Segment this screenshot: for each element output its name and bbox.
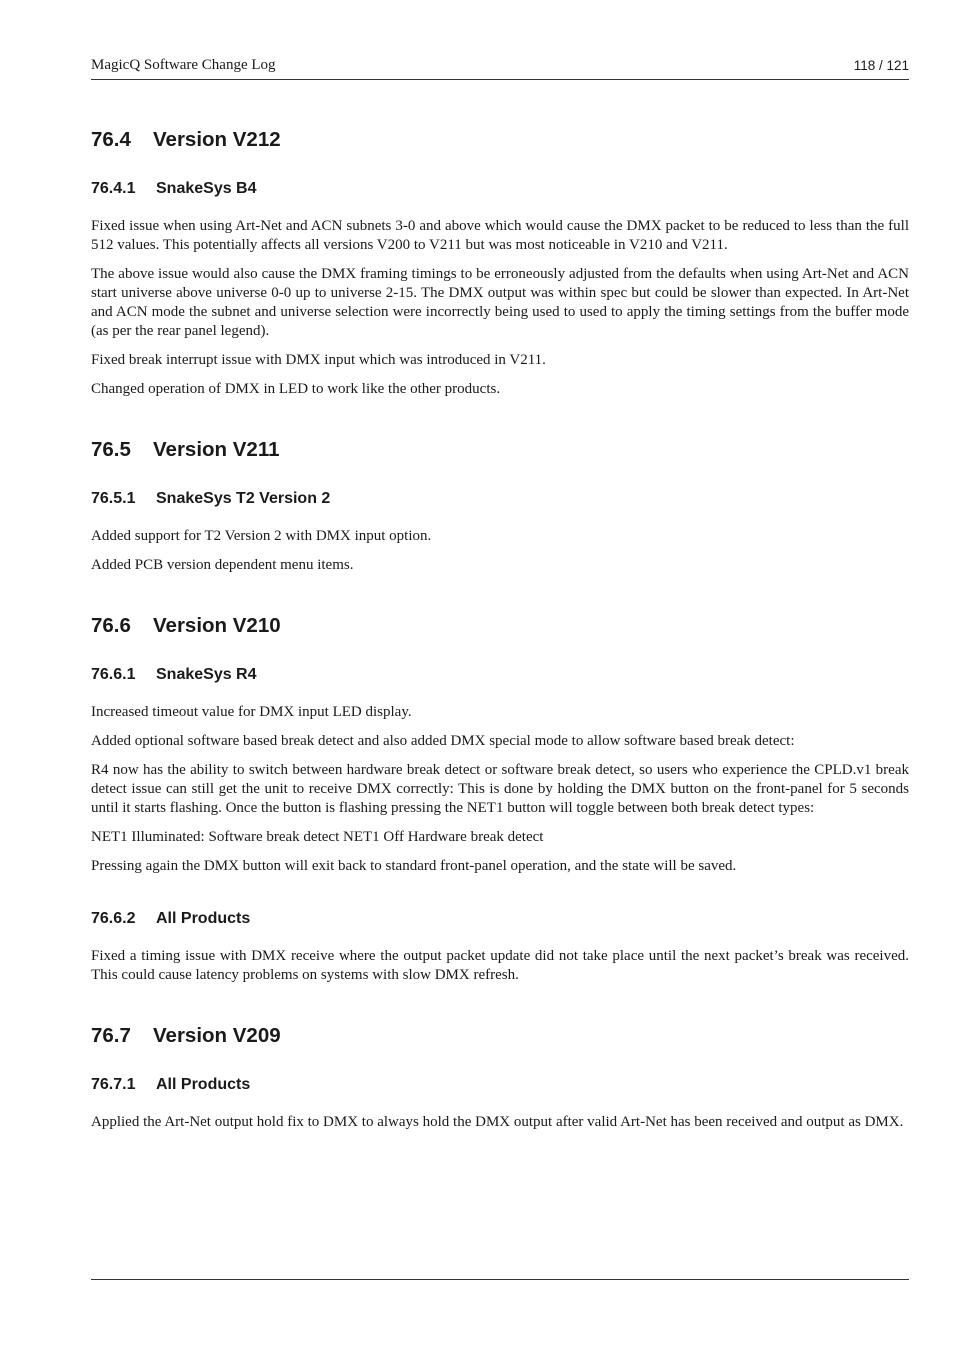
section-heading: 76.6 Version V210 <box>91 614 281 637</box>
paragraph: The above issue would also cause the DMX framing timings to be erroneously adjusted from the defaults when using Art-Net and ACN start universe above universe 0-0 up to universe 2-15. The DMX output was within spec but could be slower than expected. In Art-Net and ACN mode the subnet and universe selection were incorrectly being used to used to apply the timing settings from the buffer mode (as per the rear panel legend). <box>91 266 909 339</box>
header-title: MagicQ Software Change Log <box>91 57 276 73</box>
paragraph: Fixed issue when using Art-Net and ACN subnets 3-0 and above which would cause the DMX packet to be reduced to less than the full 512 values. This potentially affects all versions V200 to V211 but was most noticeable in V210 and V211. <box>91 218 909 253</box>
paragraph: Increased timeout value for DMX input LED display. <box>91 704 412 720</box>
subsection-heading: 76.4.1 SnakeSys B4 <box>91 180 257 197</box>
subsection-heading: 76.6.2 All Products <box>91 910 251 927</box>
paragraph: Added support for T2 Version 2 with DMX input option. <box>91 528 432 544</box>
paragraph: NET1 Illuminated: Software break detect NET1 Off Hardware break detect <box>91 829 544 845</box>
paragraph: Added PCB version dependent menu items. <box>91 557 354 573</box>
page-content <box>91 126 909 1132</box>
section-heading: 76.4 Version V212 <box>91 128 281 151</box>
page-header <box>91 57 909 80</box>
section-heading: 76.7 Version V209 <box>91 1024 281 1047</box>
paragraph: Changed operation of DMX in LED to work like the other products. <box>91 381 501 397</box>
footer-rule <box>91 1279 909 1280</box>
section-heading: 76.5 Version V211 <box>91 438 280 461</box>
paragraph: Applied the Art-Net output hold fix to DMX to always hold the DMX output after valid Art-Net has been received and output as DMX. <box>91 1114 904 1130</box>
page-number: 118 / 121 <box>853 58 909 73</box>
subsection-heading: 76.7.1 All Products <box>91 1076 251 1093</box>
paragraph: Pressing again the DMX button will exit back to standard front-panel operation, and the state will be saved. <box>91 858 737 874</box>
paragraph: R4 now has the ability to switch between hardware break detect or software break detect, so users who experience the CPLD.v1 break detect issue can still get the unit to receive DMX correctly: This is done by holding the DMX button on the front-panel for 5 seconds until it starts flashing. Once the button is flashing pressing the NET1 button will toggle between both break detect types: <box>91 762 909 816</box>
paragraph: Fixed a timing issue with DMX receive where the output packet update did not take place until the next packet’s break was received. This could cause latency problems on systems with slow DMX refresh. <box>91 948 909 983</box>
subsection-heading: 76.5.1 SnakeSys T2 Version 2 <box>91 490 331 507</box>
paragraph: Fixed break interrupt issue with DMX input which was introduced in V211. <box>91 352 546 368</box>
subsection-heading: 76.6.1 SnakeSys R4 <box>91 666 257 683</box>
paragraph: Added optional software based break detect and also added DMX special mode to allow software based break detect: <box>91 733 795 749</box>
